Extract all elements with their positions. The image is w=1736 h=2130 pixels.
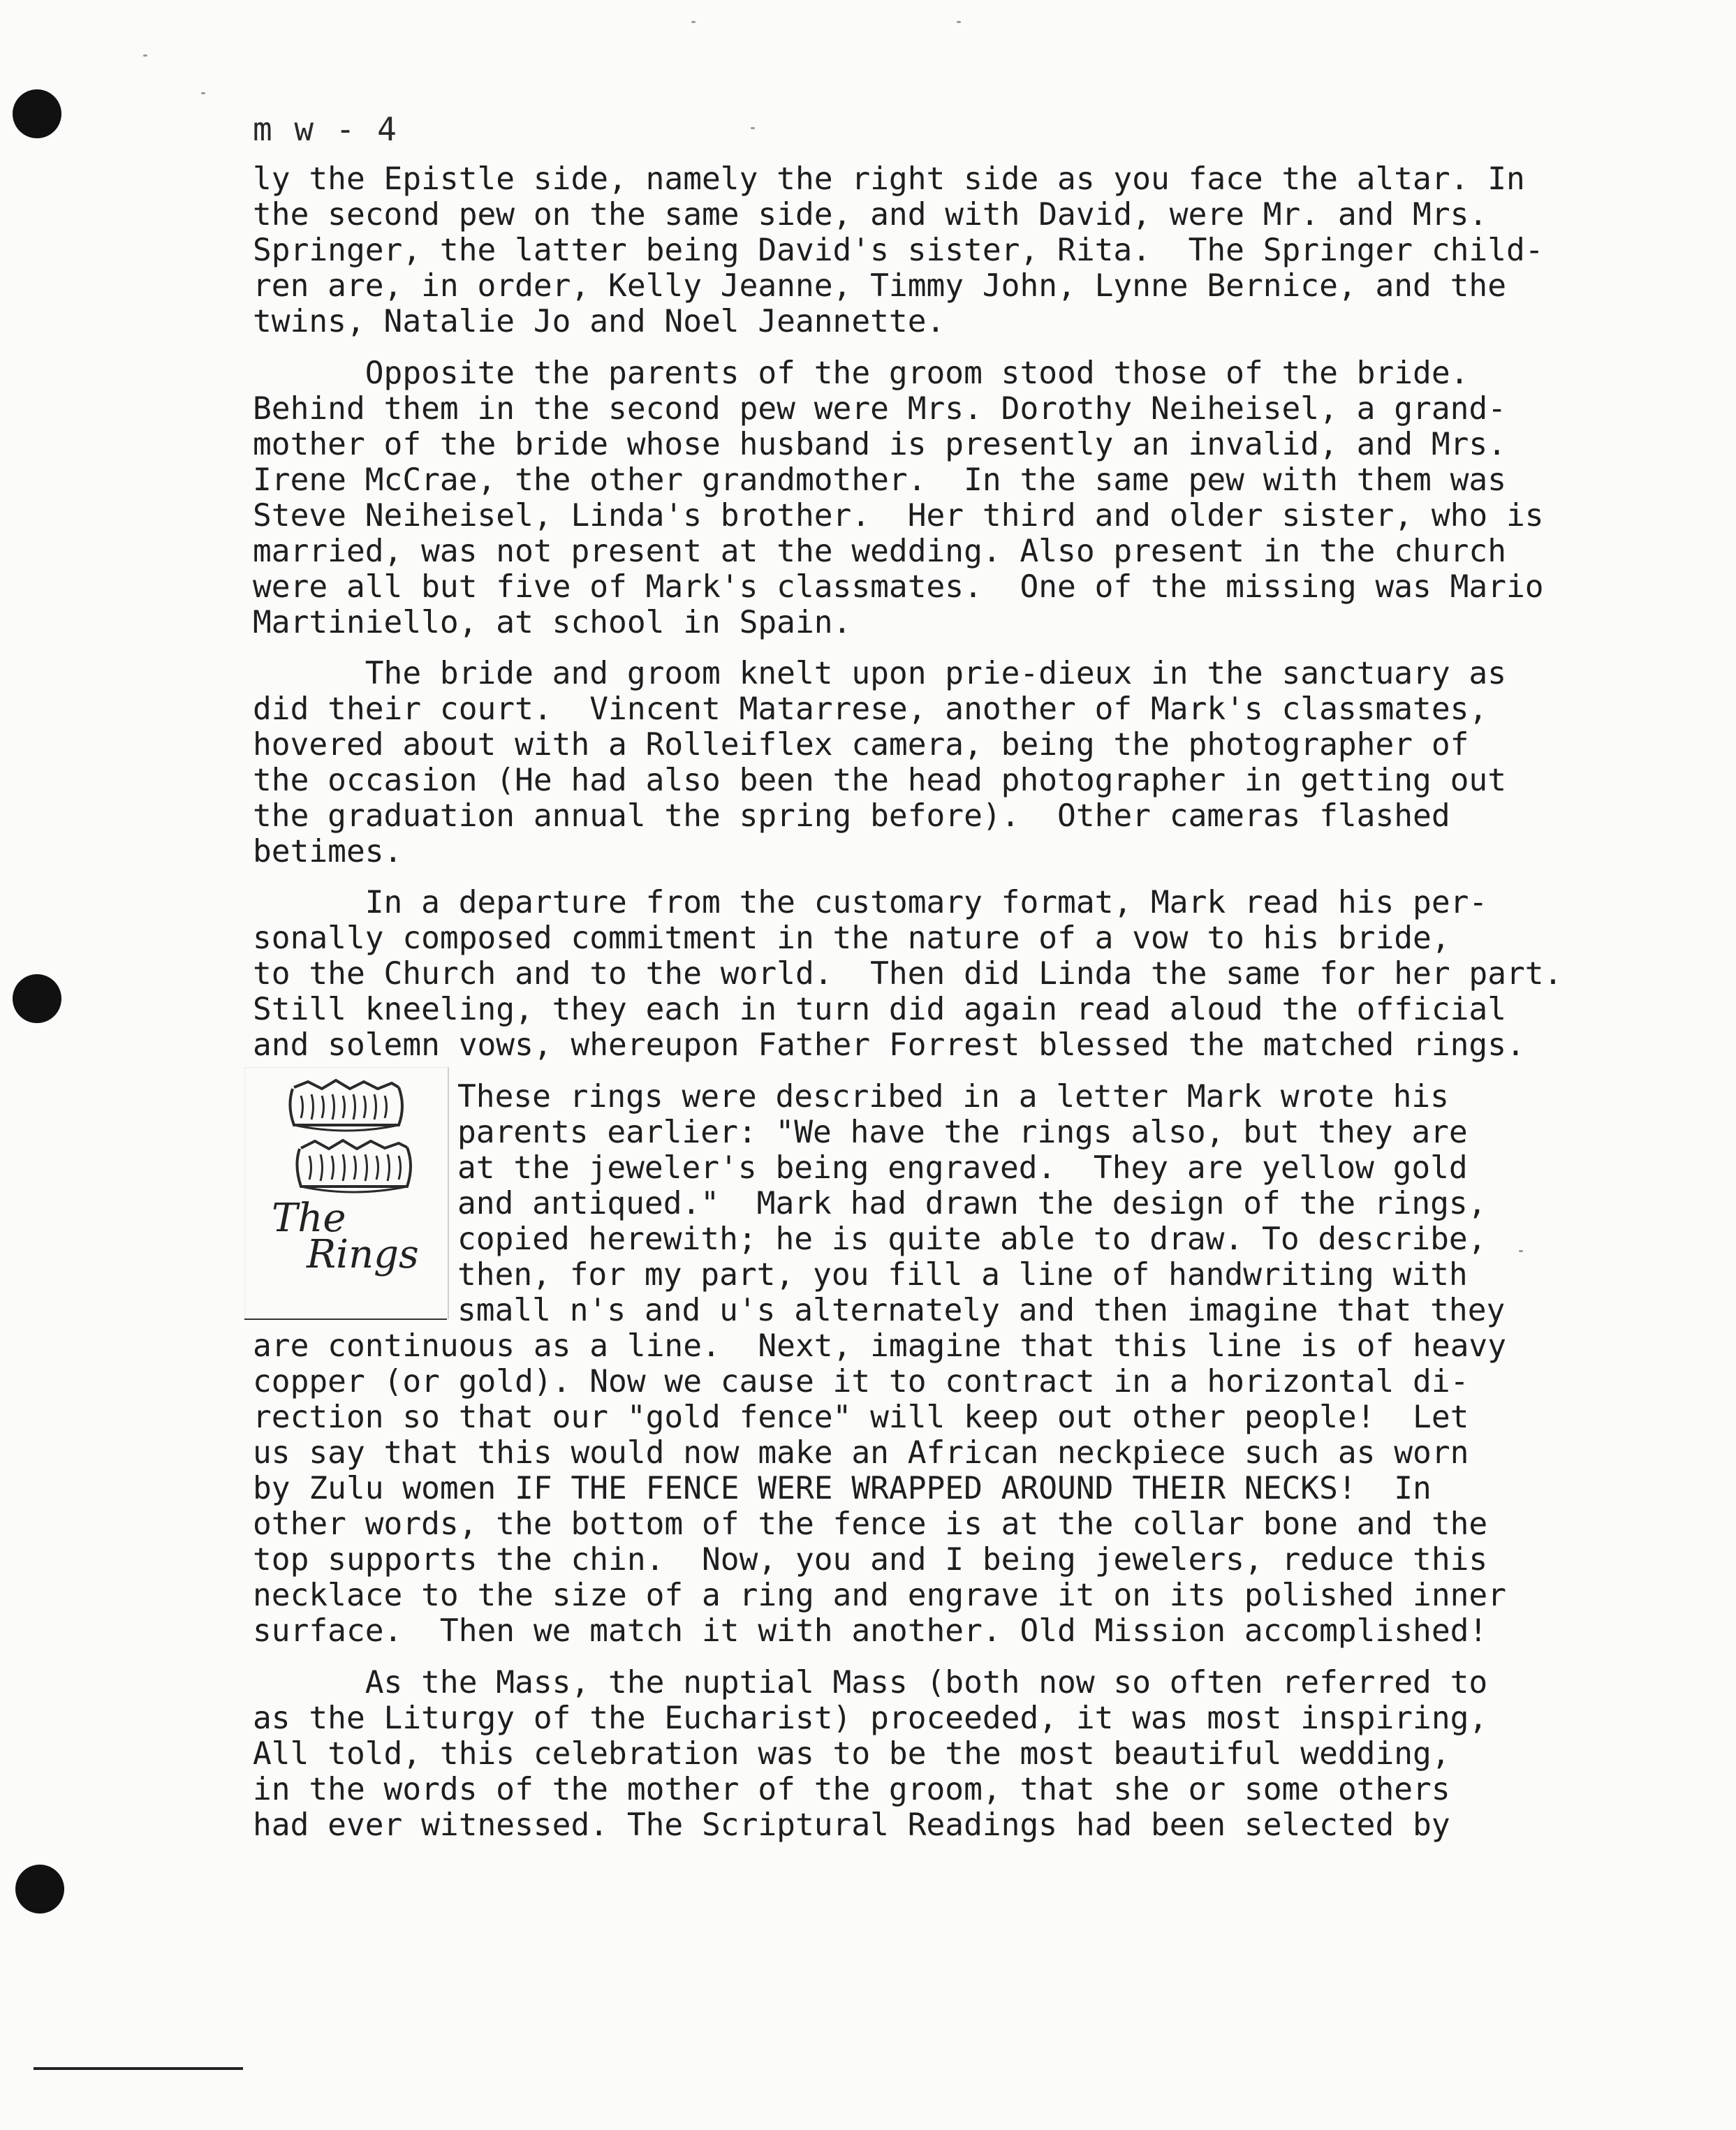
text-line: ren are, in order, Kelly Jeanne, Timmy John, Lynne Bernice, and the: [253, 268, 1507, 304]
text-line: As the Mass, the nuptial Mass (both now so often referred to: [253, 1665, 1488, 1701]
text-line: Opposite the parents of the groom stood those of the bride.: [253, 355, 1469, 391]
text-line: twins, Natalie Jo and Noel Jeannette.: [253, 304, 946, 339]
text-line: the second pew on the same side, and with David, were Mr. and Mrs.: [253, 197, 1488, 233]
text-line: at the jeweler's being engraved. They are yellow gold: [457, 1150, 1468, 1186]
text-line: by Zulu women IF THE FENCE WERE WRAPPED AROUND THEIR NECKS! In: [253, 1471, 1432, 1506]
text-line: Behind them in the second pew were Mrs. Dorothy Neiheisel, a grand-: [253, 391, 1507, 427]
ring-drawing-icon: [245, 1068, 448, 1207]
text-line: as the Liturgy of the Eucharist) proceeded, it was most inspiring,: [253, 1701, 1488, 1736]
text-line: In a departure from the customary format, Mark read his per-: [253, 885, 1488, 920]
text-line: hovered about with a Rolleiflex camera, being the photographer of: [253, 727, 1469, 763]
text-line: sonally composed commitment in the nature of a vow to his bride,: [253, 920, 1450, 956]
rings-caption-line1: The: [272, 1196, 346, 1241]
text-line: parents earlier: "We have the rings also, but they are: [457, 1115, 1468, 1150]
text-line: small n's and u's alternately and then imagine that they: [457, 1293, 1506, 1328]
text-line: then, for my part, you fill a line of handwriting with: [457, 1257, 1468, 1293]
text-line: necklace to the size of a ring and engrave it on its polished inner: [253, 1578, 1507, 1613]
punch-hole-top: [13, 89, 61, 138]
footer-rule: [34, 2067, 243, 2070]
punch-hole-middle: [13, 974, 61, 1023]
paper-speck: [143, 54, 147, 57]
text-line: Still kneeling, they each in turn did again read aloud the official: [253, 992, 1507, 1027]
text-line: The bride and groom knelt upon prie-dieux in the sanctuary as: [253, 656, 1507, 691]
text-line: Steve Neiheisel, Linda's brother. Her third and older sister, who is: [253, 498, 1544, 534]
text-line: betimes.: [253, 834, 403, 869]
text-line: the occasion (He had also been the head photographer in getting out: [253, 763, 1507, 798]
punch-hole-bottom: [15, 1865, 64, 1914]
paper-speck: [957, 21, 961, 23]
text-line: are continuous as a line. Next, imagine that this line is of heavy: [253, 1328, 1507, 1364]
ring-bottom-icon: [297, 1140, 411, 1192]
text-line: did their court. Vincent Matarrese, another of Mark's classmates,: [253, 691, 1488, 727]
rings-caption: [272, 1196, 425, 1277]
paper-speck: [1519, 1250, 1523, 1252]
paper-speck: [691, 21, 696, 23]
text-line: other words, the bottom of the fence is at the collar bone and the: [253, 1506, 1488, 1542]
ring-top-icon: [290, 1080, 402, 1131]
rings-caption-line2: Rings: [307, 1232, 419, 1277]
text-line: These rings were described in a letter Mark wrote his: [457, 1079, 1449, 1115]
text-line: mother of the bride whose husband is presently an invalid, and Mrs.: [253, 427, 1507, 462]
text-line: top supports the chin. Now, you and I being jewelers, reduce this: [253, 1542, 1488, 1578]
text-line: were all but five of Mark's classmates. One of the missing was Mario: [253, 569, 1544, 605]
text-line: ly the Epistle side, namely the right side as you face the altar. In: [253, 161, 1525, 197]
text-line: copied herewith; he is quite able to draw. To describe,: [457, 1221, 1487, 1257]
text-line: Springer, the latter being David's sister, Rita. The Springer child-: [253, 233, 1544, 268]
text-line: in the words of the mother of the groom, that she or some others: [253, 1772, 1450, 1807]
text-line: and solemn vows, whereupon Father Forrest blessed the matched rings.: [253, 1027, 1525, 1063]
figure-rule: [244, 1319, 447, 1320]
text-line: the graduation annual the spring before). Other cameras flashed: [253, 798, 1450, 834]
rings-figure: [244, 1067, 449, 1319]
text-line: Martiniello, at school in Spain.: [253, 605, 852, 640]
text-line: rection so that our "gold fence" will keep out other people! Let: [253, 1400, 1469, 1435]
text-line: us say that this would now make an African neckpiece such as worn: [253, 1435, 1469, 1471]
text-line: All told, this celebration was to be the most beautiful wedding,: [253, 1736, 1450, 1772]
page-header: m w - 4: [253, 110, 398, 148]
text-line: copper (or gold). Now we cause it to contract in a horizontal di-: [253, 1364, 1469, 1400]
text-line: surface. Then we match it with another. Old Mission accomplished!: [253, 1613, 1488, 1649]
text-line: to the Church and to the world. Then did Linda the same for her part.: [253, 956, 1563, 992]
text-line: had ever witnessed. The Scriptural Readings had been selected by: [253, 1807, 1450, 1843]
paper-speck: [751, 127, 755, 129]
text-line: Irene McCrae, the other grandmother. In the same pew with them was: [253, 462, 1507, 498]
paper-speck: [201, 92, 205, 94]
text-line: married, was not present at the wedding. Also present in the church: [253, 534, 1507, 569]
text-line: and antiqued." Mark had drawn the design of the rings,: [457, 1186, 1487, 1221]
